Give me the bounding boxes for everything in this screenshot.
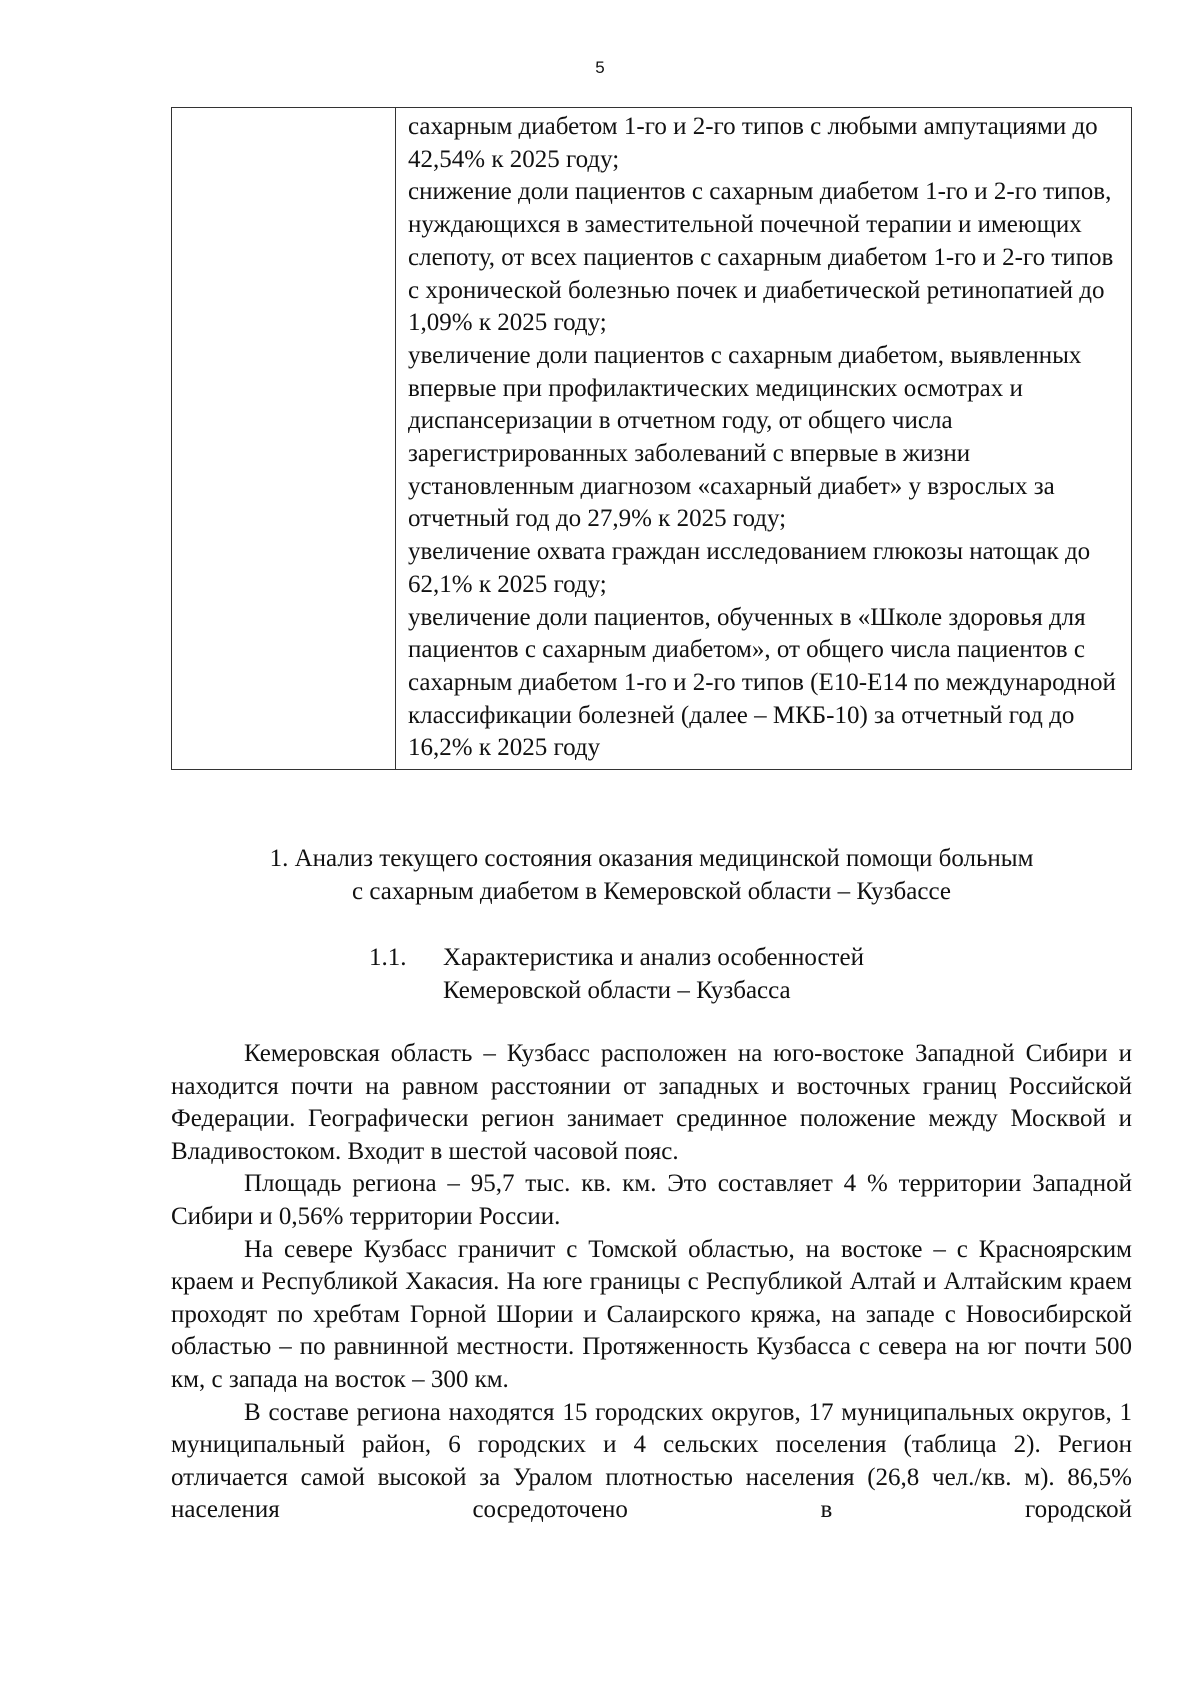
section-heading-line: с сахарным диабетом в Кемеровской области – Кузбассе [352, 877, 951, 905]
subsection-heading-line: Характеристика и анализ особенностей [443, 944, 864, 971]
goal-item: снижение доли пациентов с сахарным диабетом 1-го и 2-го типов, нуждающихся в заместительной почечной терапии и имеющих слепоту, от всех пациентов с сахарным диабетом 1-го и 2-го типов с хронической болезнью почек и диабетической ретинопатией до 1,09% к 2025 году; [408, 178, 1114, 337]
goal-item: увеличение доли пациентов, обученных в «Школе здоровья для пациентов с сахарным диабетом», от общего числа пациентов с сахарным диабетом 1-го и 2-го типов (Е10-Е14 по международной классификации болезней (далее – МКБ-10) за отчетный год до 16,2% к 2025 году [408, 603, 1116, 762]
table-cell-empty [172, 108, 396, 770]
section-heading [171, 843, 1132, 908]
goals-table [171, 107, 1132, 770]
goal-item: увеличение охвата граждан исследованием глюкозы натощак до 62,1% к 2025 году; [408, 538, 1091, 598]
body-paragraph: На севере Кузбасс граничит с Томской областью, на востоке – с Красноярским краем и Республикой Хакасия. На юге границы с Республикой Алтай и Алтайским краем проходят по хребтам Горной Шории и Салаирского кряжа, на западе с Новосибирской областью – по равнинной местности. Протяженность Кузбасса с севера на юг почти 500 км, с запада на восток – 300 км. [171, 1235, 1132, 1393]
page-number: 5 [595, 58, 605, 77]
subsection-heading-line: Кемеровской области – Кузбасса [443, 976, 791, 1004]
table-row [172, 108, 1132, 770]
body-paragraph: В составе региона находятся 15 городских округов, 17 муниципальных округов, 1 муниципальный район, 6 городских и 4 сельских поселения (таблица 2). Регион отличается самой высокой за Уралом плотностью населения (26,8 чел./кв. м). 86,5% населения сосредоточено в городской [171, 1398, 1132, 1524]
goal-item: сахарным диабетом 1-го и 2-го типов с любыми ампутациями до 42,54% к 2025 году; [408, 113, 1098, 173]
table-cell-goals [396, 108, 1132, 770]
body-paragraph: Кемеровская область – Кузбасс расположен на юго-востоке Западной Сибири и находится почти на равном расстоянии от западных и восточных границ Российской Федерации. Географически регион занимает срединное положение между Москвой и Владивостоком. Входит в шестой часовой пояс. [171, 1040, 1132, 1165]
section-heading-line: 1. Анализ текущего состояния оказания медицинской помощи больным [269, 845, 1034, 872]
goal-item: увеличение доли пациентов с сахарным диабетом, выявленных впервые при профилактических медицинских осмотрах и диспансеризации в отчетном году, от общего числа зарегистрированных заболеваний с впервые в жизни установленным диагнозом «сахарный диабет» у взрослых за отчетный год до 27,9% к 2025 году; [408, 341, 1082, 533]
subsection-heading [369, 942, 929, 1007]
body-paragraph: Площадь региона – 95,7 тыс. кв. км. Это составляет 4 % территории Западной Сибири и 0,56% территории России. [171, 1170, 1132, 1230]
subsection-number: 1.1. [369, 944, 407, 971]
body-text [171, 1038, 1132, 1527]
